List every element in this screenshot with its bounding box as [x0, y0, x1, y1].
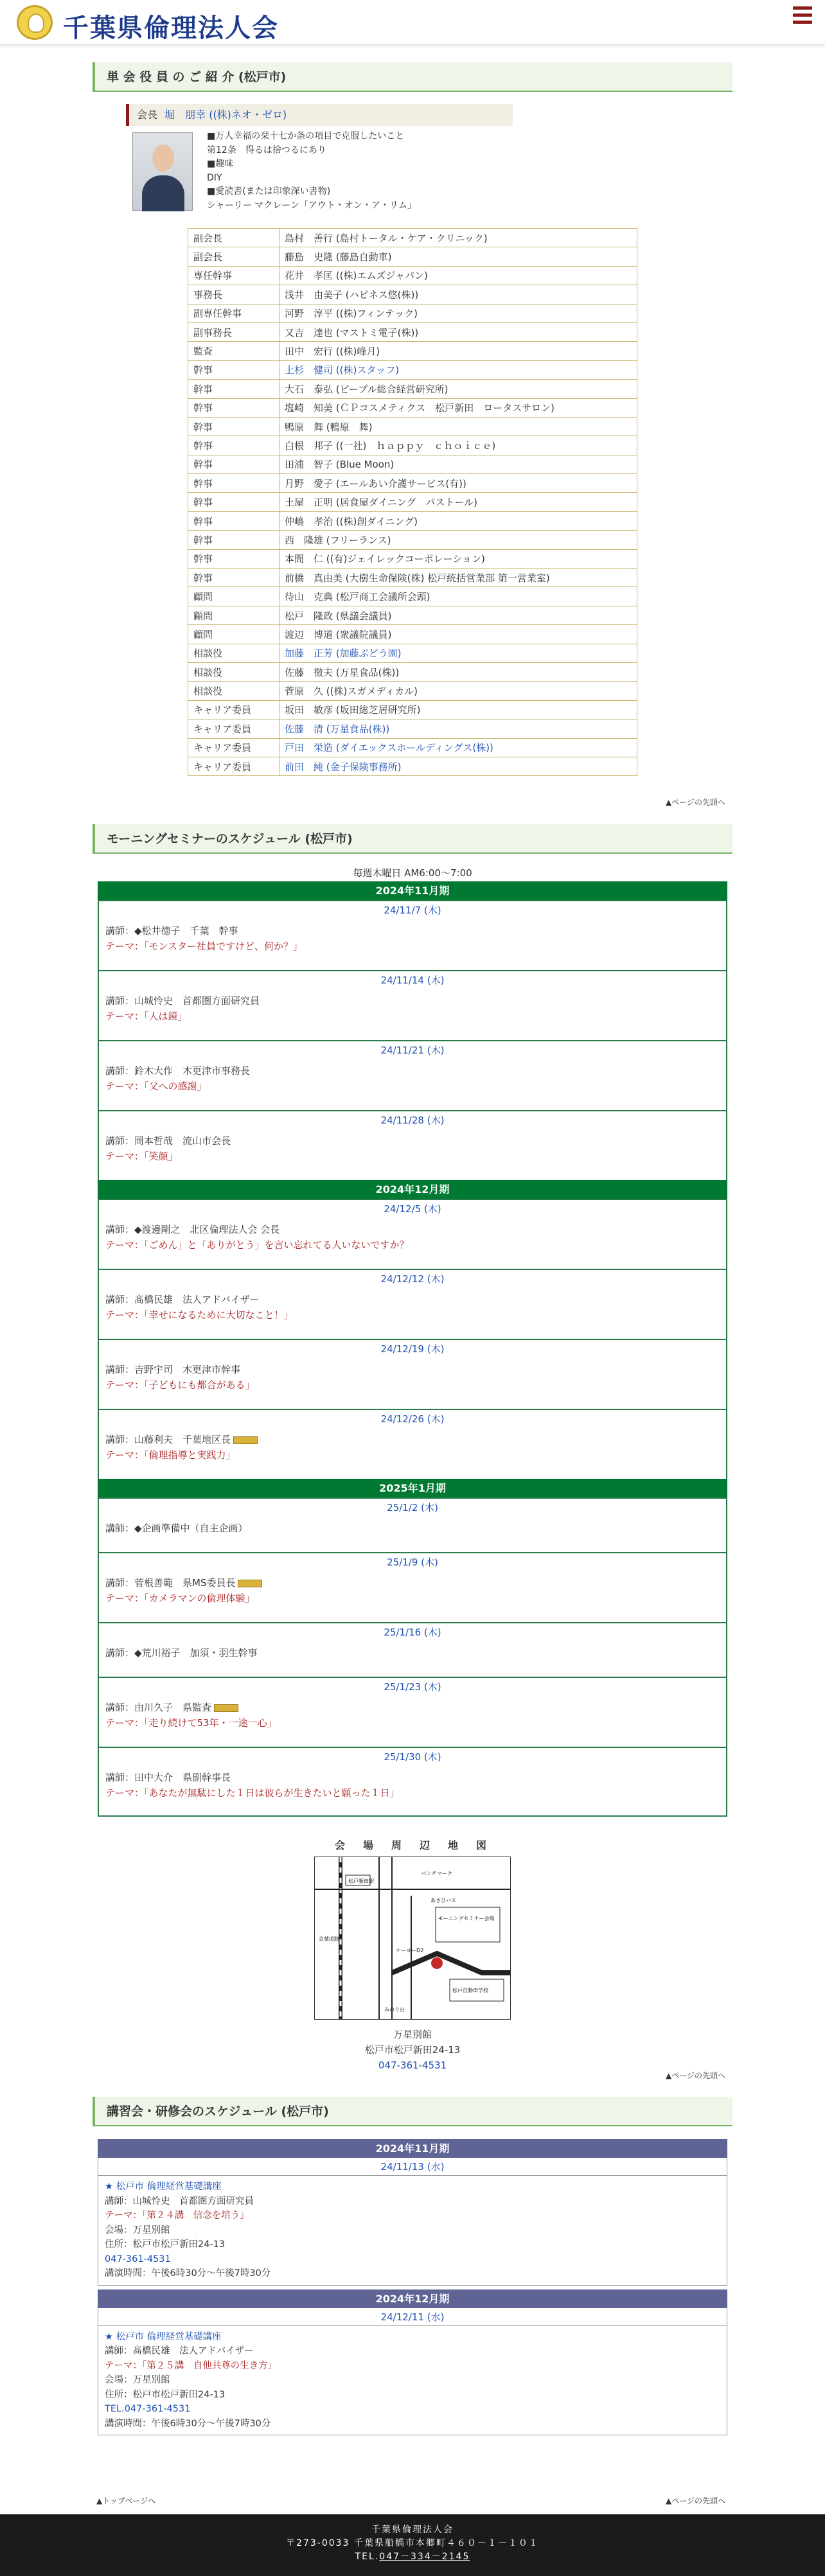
seminar-date: 25/1/30 (木) — [98, 1747, 727, 1765]
president-role: 会長 — [137, 109, 158, 121]
seminar-speaker — [105, 1432, 720, 1447]
officer-name: 浅井 由美子 (ハピネス悠(株)) — [279, 285, 637, 304]
lecture-speaker: 講師：山城怜史 首都圏方面研究員 — [105, 2196, 254, 2207]
seminar-date: 24/11/21 (木) — [98, 1040, 727, 1058]
seminar-speaker — [105, 923, 720, 939]
officer-name: 田浦 智子 (Blue Moon) — [279, 455, 637, 473]
footer-tel-number[interactable]: 047－334－2145 — [379, 2552, 470, 2562]
officer-row — [188, 285, 637, 304]
officer-row — [188, 644, 637, 662]
venue-name: 万星別館 — [393, 2029, 432, 2040]
officer-role: 幹事 — [188, 549, 279, 568]
officer-role: 相談役 — [188, 662, 279, 681]
lecture-month-header: 2024年12月期 — [98, 2289, 727, 2308]
seminar-entry — [98, 1570, 727, 1622]
seminar-speaker-text: 講師：鈴木大作 木更津市事務長 — [105, 1065, 251, 1077]
officer-row — [188, 322, 637, 341]
seminar-speaker-text: 講師：山藤利夫 千葉地区長 — [105, 1434, 231, 1445]
officer-role: 幹事 — [188, 474, 279, 493]
lecture-address: 住所：松戸市松戸新田24-13 — [105, 2239, 226, 2250]
officer-row — [188, 360, 637, 379]
officer-name: 佐藤 徹夫 (万星食品(株)) — [279, 662, 637, 681]
officer-name: 花井 孝匡 ((株)エムズジャパン) — [279, 266, 637, 285]
seminar-theme: テーマ：「笑顔」 — [105, 1151, 178, 1162]
officer-row — [188, 417, 637, 436]
map-label: 松戸自動車学校 — [452, 1988, 488, 1993]
officer-name: 仲嶋 孝治 ((株)創ダイニング) — [279, 511, 637, 530]
seminar-speaker — [105, 993, 720, 1009]
president-name[interactable]: 堀 朋幸 ((株)ネオ・ゼロ) — [164, 109, 287, 121]
officer-role: 専任幹事 — [188, 266, 279, 285]
lecture-theme: テーマ：「第２５講 自他共尊の生き方」 — [105, 2360, 278, 2371]
officer-role: 副会長 — [188, 229, 279, 247]
officer-row — [188, 662, 637, 681]
seminar-entry — [98, 1765, 727, 1817]
month-header: 2024年12月期 — [98, 1180, 727, 1199]
president-info-line: ■愛読書(または印象深い書物) — [207, 186, 331, 197]
map-label: みのり台 — [384, 2007, 405, 2013]
seminar-speaker — [105, 1521, 720, 1536]
seminar-date: 24/12/12 (木) — [98, 1269, 727, 1287]
lecture-course-link[interactable]: ★ 松戸市 倫理経営基礎講座 — [105, 2182, 222, 2192]
map-title: 会 場 周 辺 地 図 — [334, 1839, 490, 1851]
officer-name: 土屋 正明 (居食屋ダイニング パストール) — [279, 493, 637, 511]
officer-role: キャリア委員 — [188, 738, 279, 757]
seminar-speaker — [105, 1700, 720, 1715]
officer-name: 月野 愛子 (エールあい介護サービス(有)) — [279, 474, 637, 493]
seminar-date: 25/1/2 (木) — [98, 1497, 727, 1515]
officer-row — [188, 719, 637, 738]
seminar-speaker — [105, 1575, 720, 1591]
officer-name[interactable]: 加藤 正芳 (加藤ぶどう園) — [279, 644, 637, 662]
president-info-line: DIY — [207, 172, 222, 183]
officer-row — [188, 587, 637, 606]
footer-tel-label: TEL. — [355, 2552, 380, 2562]
officer-row — [188, 247, 637, 266]
seminar-speaker-text: 講師：◆荒川裕子 加須・羽生幹事 — [105, 1647, 258, 1659]
officer-name: 白根 邦子 ((一社) ｈａｐｐｙ ｃｈｏｉｃｅ) — [279, 436, 637, 455]
seminar-entry — [98, 988, 727, 1040]
seminar-theme: テーマ：「人は鏡」 — [105, 1010, 188, 1022]
lecture-tel[interactable]: 047-361-4531 — [105, 2254, 171, 2264]
seminar-theme: テーマ：「あなたが無駄にした１日は彼らが生きたいと願った１日」 — [105, 1787, 400, 1799]
officer-role: 相談役 — [188, 682, 279, 700]
seminar-speaker — [105, 1292, 720, 1307]
officer-row — [188, 342, 637, 360]
hamburger-icon[interactable] — [793, 6, 812, 28]
seminar-theme: テーマ：「幸せになるために大切なこと！」 — [105, 1309, 294, 1321]
officer-role: キャリア委員 — [188, 719, 279, 738]
seminar-speaker-text: 講師：◆渡邊剛之 北区倫理法人会 会長 — [105, 1224, 280, 1235]
officer-role: 顧問 — [188, 606, 279, 624]
officer-name: 渡辺 博道 (衆議院議員) — [279, 625, 637, 644]
officer-name: 西 隆雄 (フリーランス) — [279, 531, 637, 549]
map-image[interactable] — [314, 1857, 511, 2020]
footer-address: 〒273-0033 千葉県船橋市本郷町４６０－１－１０１ — [286, 2538, 539, 2548]
seminar-entry — [98, 1058, 727, 1110]
officer-row — [188, 757, 637, 775]
officer-row — [188, 493, 637, 511]
lecture-venue: 会場：万星別館 — [105, 2375, 170, 2385]
officer-role: 事務長 — [188, 285, 279, 304]
footer-tel — [0, 2550, 825, 2564]
president-info-line: ■趣味 — [207, 159, 234, 169]
officer-row — [188, 700, 637, 719]
seminar-speaker-text: 講師：髙橋民雄 法人アドバイザー — [105, 1294, 260, 1305]
lecture-venue: 会場：万星別館 — [105, 2225, 170, 2236]
lecture-theme: テーマ：「第２４講 信念を培う」 — [105, 2210, 249, 2221]
lecture-tel[interactable]: TEL.047-361-4531 — [105, 2404, 191, 2414]
seminar-theme: テーマ：「父への感謝」 — [105, 1081, 207, 1092]
officer-name: 島村 善行 (島村トータル・ケア・クリニック) — [279, 229, 637, 247]
president-info — [207, 130, 416, 213]
officer-name: 塩崎 知美 (ＣＰコスメティクス 松戸新田 ロータスサロン) — [279, 398, 637, 417]
seminar-entry — [98, 1427, 727, 1479]
lecture-title: 講習会・研修会のスケジュール (松戸市) — [93, 2097, 732, 2126]
seminar-entry — [98, 918, 727, 970]
venue-marker — [431, 1957, 443, 1969]
seminar-date: 24/11/28 (木) — [98, 1110, 727, 1128]
seminar-speaker-text: 講師：由川久子 県監査 — [105, 1702, 212, 1713]
officer-name: 本間 仁 ((有)ジェイレックコーポレーション) — [279, 549, 637, 568]
officer-row — [188, 455, 637, 473]
officer-name[interactable]: 上杉 健司 ((株)スタッフ) — [279, 360, 637, 379]
officer-name: 鴨原 舞 (鴨原 舞) — [279, 417, 637, 436]
president-info-line: ■万人幸福の栞十七か条の項目で克服したいこと — [207, 131, 405, 141]
seminar-date: 24/12/19 (木) — [98, 1339, 727, 1357]
lecture-date: 24/11/13 (水) — [98, 2158, 727, 2176]
officers-title: 単 会 役 員 の ご 紹 介 (松戸市) — [93, 62, 732, 92]
officer-name: 又吉 達也 (マストミ電子(株)) — [279, 322, 637, 341]
seminar-theme: テーマ：「モンスター社員ですけど、何か？」 — [105, 940, 303, 952]
morning-title: モーニングセミナーのスケジュール (松戸市) — [93, 824, 732, 854]
venue-tel[interactable]: 047-361-4531 — [378, 2060, 447, 2071]
seminar-date: 25/1/9 (木) — [98, 1552, 727, 1570]
officer-role: 幹事 — [188, 380, 279, 398]
lecture-entry — [98, 2326, 727, 2436]
morning-subtitle: 毎週木曜日 AM6:00～7:00 — [353, 867, 472, 879]
seminar-speaker — [105, 1133, 720, 1149]
officer-row — [188, 569, 637, 587]
officer-name: 松戸 隆政 (県議会議員) — [279, 606, 637, 624]
seminar-theme: テーマ：「ごめん」と「ありがとう」を言い忘れてる人いないですか？ — [105, 1239, 409, 1251]
officer-row — [188, 474, 637, 493]
lecture-course-link[interactable]: ★ 松戸市 倫理経営基礎講座 — [105, 2331, 222, 2342]
lecture-address: 住所：松戸市松戸新田24-13 — [105, 2389, 226, 2400]
seminar-speaker — [105, 1362, 720, 1377]
officer-role: 副専任幹事 — [188, 304, 279, 322]
lecture-entry — [98, 2176, 727, 2286]
officer-row — [188, 380, 637, 398]
seminar-date: 24/11/14 (木) — [98, 970, 727, 988]
footer — [0, 2514, 825, 2576]
president-bar — [126, 104, 513, 126]
seminar-speaker-text: 講師：◆松井徳子 千葉 幹事 — [105, 925, 238, 937]
officers-table — [188, 228, 637, 776]
president-info-line: シャーリー マクレーン「アウト・オン・ア・リム」 — [207, 200, 416, 211]
seminar-entry — [98, 1357, 727, 1409]
seminar-speaker — [105, 1222, 720, 1237]
seminar-entry — [98, 1287, 727, 1339]
officer-name: 大石 泰弘 (ピープル総合経営研究所) — [279, 380, 637, 398]
seminar-theme: テーマ：「カメラマンの倫理体験」 — [105, 1592, 255, 1604]
seminar-speaker-text: 講師：田中大介 県副幹事長 — [105, 1772, 231, 1783]
seminar-entry — [98, 1640, 727, 1677]
seminar-date: 25/1/23 (木) — [98, 1677, 727, 1695]
month-header: 2025年1月期 — [98, 1479, 727, 1497]
seminar-speaker — [105, 1063, 720, 1079]
seminar-date: 24/12/26 (木) — [98, 1409, 727, 1427]
morning-section-header — [93, 824, 732, 854]
seminar-date: 24/12/5 (木) — [98, 1199, 727, 1217]
officer-name: 待山 克典 (松戸商工会議所会頭) — [279, 587, 637, 606]
lecture-speaker: 講師：髙橋民雄 法人アドバイザー — [105, 2346, 254, 2356]
logo-icon[interactable] — [17, 5, 53, 40]
officer-role: 幹事 — [188, 360, 279, 379]
seminar-theme: テーマ：「子どもにも都合がある」 — [105, 1379, 255, 1391]
map-label: ベンチマーク — [421, 1871, 452, 1876]
officer-role: キャリア委員 — [188, 757, 279, 775]
lecture-section-header — [93, 2097, 732, 2126]
map-label: 松戸新田駅 — [348, 1878, 374, 1884]
venue-address: 松戸市松戸新田24-13 — [364, 2044, 461, 2056]
top-page-link[interactable]: ▲トップページへ — [96, 2496, 156, 2505]
map-label: モーニングセミナー会場 — [438, 1916, 495, 1921]
seminar-entry — [98, 1515, 727, 1552]
site-title[interactable]: 千葉県倫理法人会 — [63, 13, 279, 43]
officer-role: 副会長 — [188, 247, 279, 266]
officer-name: 菅原 久 ((株)スガメディカル) — [279, 682, 637, 700]
officer-role: 幹事 — [188, 569, 279, 587]
officer-row — [188, 682, 637, 700]
officer-row — [188, 229, 637, 247]
officer-role: 幹事 — [188, 417, 279, 436]
officer-name[interactable]: 前田 純 (金子保険事務所) — [279, 757, 637, 775]
officer-row — [188, 511, 637, 530]
officer-role: 幹事 — [188, 511, 279, 530]
officer-row — [188, 266, 637, 285]
officer-row — [188, 531, 637, 549]
page-top-link[interactable]: ▲ページの先頭へ — [666, 2071, 725, 2080]
president-info-line: 第12条 得るは捨つるにあり — [207, 145, 326, 155]
officer-role: 幹事 — [188, 436, 279, 455]
officer-name: 前橋 真由美 (大樹生命保険(株) 松戸統括営業部 第一営業室) — [279, 569, 637, 587]
seminar-date: 25/1/16 (木) — [98, 1622, 727, 1640]
map-label: あさひバス — [430, 1898, 456, 1903]
officer-role: 幹事 — [188, 398, 279, 417]
seminar-entry — [98, 1695, 727, 1747]
officer-name: 藤島 史隆 (藤島自動車) — [279, 247, 637, 266]
officer-row — [188, 625, 637, 644]
officer-role: キャリア委員 — [188, 700, 279, 719]
lecture-time: 講演時間：午後6時30分～午後7時30分 — [105, 2418, 271, 2429]
officer-name: 田中 宏行 ((株)峰月) — [279, 342, 637, 360]
profile-badge-icon[interactable] — [238, 1580, 262, 1587]
officer-row — [188, 436, 637, 455]
officers-section-header — [93, 62, 732, 92]
seminar-speaker-text: 講師：菅根善範 県MS委員長 — [105, 1577, 236, 1589]
map-label: ケーヨーD2 — [396, 1948, 424, 1954]
officer-row — [188, 549, 637, 568]
seminar-entry — [98, 1217, 727, 1269]
map-label: 京葉道路 — [319, 1936, 339, 1942]
venue-map — [314, 1837, 511, 2021]
morning-schedule — [98, 881, 727, 1817]
lecture-date: 24/12/11 (水) — [98, 2308, 727, 2326]
venue-caption — [314, 2027, 511, 2073]
lecture-month-header: 2024年11月期 — [98, 2139, 727, 2158]
president-photo — [132, 132, 193, 211]
lecture-time: 講演時間：午後6時30分～午後7時30分 — [105, 2268, 271, 2279]
seminar-speaker-text: 講師：◆企画準備中（自主企画） — [105, 1522, 248, 1534]
officer-role: 顧問 — [188, 625, 279, 644]
seminar-speaker-text: 講師：山城怜史 首都圏方面研究員 — [105, 995, 260, 1007]
seminar-entry — [98, 1128, 727, 1180]
footer-org: 千葉県倫理法人会 — [371, 2525, 454, 2535]
seminar-speaker — [105, 1770, 720, 1785]
page-top-link[interactable]: ▲ページの先頭へ — [666, 2496, 725, 2505]
page-top-link[interactable]: ▲ページの先頭へ — [666, 798, 725, 807]
officer-role: 幹事 — [188, 531, 279, 549]
officer-role: 顧問 — [188, 587, 279, 606]
site-header — [0, 0, 825, 45]
officer-role: 幹事 — [188, 493, 279, 511]
seminar-date: 24/11/7 (木) — [98, 900, 727, 918]
seminar-theme: テーマ：「走り続けて53年・一途一心」 — [105, 1717, 277, 1729]
seminar-speaker — [105, 1645, 720, 1661]
seminar-theme: テーマ：「倫理指導と実践力」 — [105, 1449, 236, 1461]
officer-name: 坂田 敏彦 (坂田総芝居研究所) — [279, 700, 637, 719]
officer-name[interactable]: 佐藤 清 (万星食品(株)) — [279, 719, 637, 738]
officer-name[interactable]: 戸田 栄造 (ダイエックスホールディングス(株)) — [279, 738, 637, 757]
officer-role: 監査 — [188, 342, 279, 360]
officer-row — [188, 606, 637, 624]
month-header: 2024年11月期 — [98, 881, 727, 900]
lecture-schedule — [98, 2139, 727, 2435]
officer-role: 副事務長 — [188, 322, 279, 341]
officer-name: 河野 淳平 ((株)フィンテック) — [279, 304, 637, 322]
seminar-speaker-text: 講師：吉野宇司 木更津市幹事 — [105, 1364, 241, 1375]
officer-row — [188, 398, 637, 417]
profile-badge-icon[interactable] — [214, 1704, 238, 1712]
officer-row — [188, 738, 637, 757]
profile-badge-icon[interactable] — [233, 1436, 258, 1444]
officer-role: 幹事 — [188, 455, 279, 473]
officer-role: 相談役 — [188, 644, 279, 662]
seminar-speaker-text: 講師：岡本哲哉 流山市会長 — [105, 1135, 231, 1147]
officer-row — [188, 304, 637, 322]
